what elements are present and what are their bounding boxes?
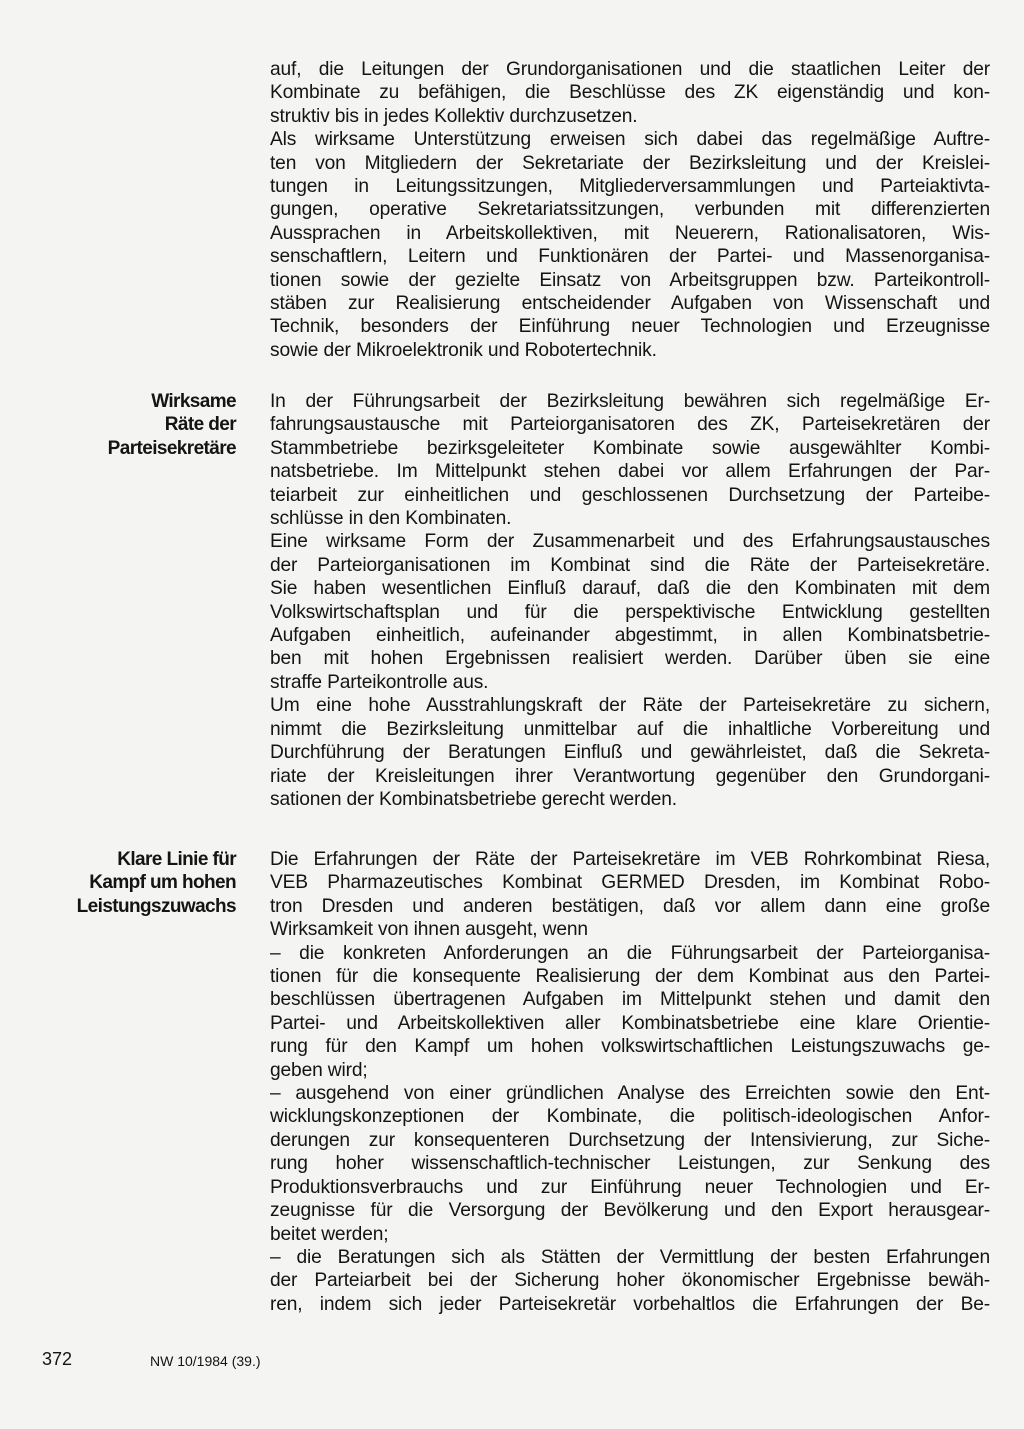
text-line: Kombinate zu befähigen, die Beschlüsse des ZK eigenständig und kon-: [270, 82, 990, 104]
text-line: nimmt die Bezirksleitung unmittelbar auf die inhaltliche Vorbereitung und: [270, 718, 990, 740]
text-line: der Parteiorganisationen im Kombinat sind die Räte der Parteisekretäre.: [270, 554, 990, 576]
text-line: Produktionsverbrauchs und zur Einführung neuer Technologien und Er-: [270, 1176, 990, 1198]
text-line: VEB Pharmazeutisches Kombinat GERMED Dresden, im Kombinat Robo-: [270, 872, 990, 894]
heading-line: Parteisekretäre: [107, 437, 236, 459]
text-line: stäben zur Realisierung entscheidender Aufgaben von Wissenschaft und: [270, 293, 990, 315]
text-line: Durchführung der Beratungen Einfluß und gewährleistet, daß die Sekreta-: [270, 742, 990, 764]
text-line: auf, die Leitungen der Grundorganisationen und die staatlichen Leiter der: [270, 59, 990, 80]
margin-heading-2: [36, 848, 236, 918]
text-line: tionen sowie der gezielte Einsatz von Arbeitsgruppen bzw. Parteikontroll-: [270, 269, 990, 291]
text-line: zeugnisse für die Versorgung der Bevölkerung und den Export herausgear-: [270, 1200, 990, 1222]
text-line: gungen, operative Sekretariatssitzungen, verbunden mit differenzierten: [270, 199, 990, 221]
text-line: – die konkreten Anforderungen an die Führungsarbeit der Parteiorganisa-: [270, 942, 990, 964]
text-line: derungen zur konsequenteren Durchsetzung der Intensivierung, zur Siche-: [270, 1129, 990, 1151]
margin-heading-1: [36, 390, 236, 460]
text-line: Die Erfahrungen der Räte der Parteisekretäre im VEB Rohrkombinat Riesa,: [270, 849, 990, 870]
text-line: – ausgehend von einer gründlichen Analyse des Erreichten sowie den Ent-: [270, 1083, 990, 1105]
text-line: ten von Mitgliedern der Sekretariate der Bezirksleitung und der Kreislei-: [270, 152, 990, 174]
text-line: straffe Parteikontrolle aus.: [270, 671, 489, 693]
text-line: struktiv bis in jedes Kollektiv durchzusetzen.: [270, 105, 638, 127]
text-line: ben mit hohen Ergebnissen realisiert werden. Darüber üben sie eine: [270, 648, 990, 670]
heading-line: Kampf um hohen: [89, 872, 236, 894]
text-line: tron Dresden und anderen bestätigen, daß vor allem dann eine große: [270, 895, 990, 917]
text-line: Als wirksame Unterstützung erweisen sich dabei das regelmäßige Auftre-: [270, 129, 990, 151]
text-line: riate der Kreisleitungen ihrer Verantwortung gegenüber den Grundorgani-: [270, 765, 990, 787]
text-line: Volkswirtschaftsplan und für die perspektivische Entwicklung gestellten: [270, 601, 990, 623]
page-number: 372: [42, 1349, 73, 1369]
heading-line: Räte der: [164, 414, 236, 436]
text-line: beitet werden;: [270, 1223, 389, 1245]
text-line: fahrungsaustausche mit Parteiorganisatoren des ZK, Parteisekretären der: [270, 414, 990, 436]
heading-line: Leistungszuwachs: [76, 895, 236, 917]
text-line: rung hoher wissenschaftlich-technischer Leistungen, zur Senkung des: [270, 1153, 990, 1175]
text-line: teiarbeit zur einheitlichen und geschlossenen Durchsetzung der Parteibe-: [270, 484, 990, 506]
text-line: In der Führungsarbeit der Bezirksleitung bewähren sich regelmäßige Er-: [270, 391, 990, 412]
text-line: Eine wirksame Form der Zusammenarbeit und des Erfahrungsaustausches: [270, 531, 990, 553]
text-line: rung für den Kampf um hohen volkswirtschaftlichen Leistungszuwachs ge-: [270, 1036, 990, 1058]
text-line: sationen der Kombinatsbetriebe gerecht werden.: [270, 788, 677, 810]
text-line: Stammbetriebe bezirksgeleiteter Kombinate sowie ausgewählter Kombi-: [270, 437, 990, 459]
text-line: der Parteiarbeit bei der Sicherung hoher ökonomischer Ergebnisse bewäh-: [270, 1270, 990, 1292]
text-line: tungen in Leitungssitzungen, Mitgliederversammlungen und Parteiaktivta-: [270, 176, 990, 198]
text-line: sowie der Mikroelektronik und Robotertechnik.: [270, 339, 657, 361]
text-line: ren, indem sich jeder Parteisekretär vorbehaltlos die Erfahrungen der Be-: [270, 1293, 990, 1315]
text-line: tionen für die konsequente Realisierung der dem Kombinat aus den Partei-: [270, 966, 990, 988]
text-line: Partei- und Arbeitskollektiven aller Kombinatsbetriebe eine klare Orientie-: [270, 1012, 990, 1034]
text-line: beschlüssen übertragenen Aufgaben im Mittelpunkt stehen und damit den: [270, 989, 990, 1011]
text-line: Aussprachen in Arbeitskollektiven, mit Neuerern, Rationalisatoren, Wis-: [270, 222, 990, 244]
text-line: schlüsse in den Kombinaten.: [270, 508, 512, 530]
text-line: natsbetriebe. Im Mittelpunkt stehen dabei vor allem Erfahrungen der Par-: [270, 461, 990, 483]
text-line: Technik, besonders der Einführung neuer Technologien und Erzeugnisse: [270, 316, 990, 338]
text-line: Sie haben wesentlichen Einfluß darauf, daß die den Kombinaten mit dem: [270, 578, 990, 600]
heading-line: Wirksame: [151, 391, 236, 412]
text-line: Wirksamkeit von ihnen ausgeht, wenn: [270, 919, 588, 941]
text-line: Um eine hohe Ausstrahlungskraft der Räte der Parteisekretäre zu sichern,: [270, 695, 990, 717]
source-reference: NW 10/1984 (39.): [150, 1353, 261, 1369]
text-line: Aufgaben einheitlich, aufeinander abgestimmt, in allen Kombinatsbetrie-: [270, 625, 990, 647]
text-line: senschaftlern, Leitern und Funktionären der Partei- und Massenorganisa-: [270, 246, 990, 268]
text-line: – die Beratungen sich als Stätten der Vermittlung der besten Erfahrungen: [270, 1246, 990, 1268]
body-text-intro: [270, 58, 990, 362]
text-line: geben wird;: [270, 1059, 368, 1081]
body-text-section-2: [270, 848, 990, 1316]
heading-line: Klare Linie für: [117, 849, 236, 870]
text-line: wicklungskonzeptionen der Kombinate, die politisch-ideologischen Anfor-: [270, 1106, 990, 1128]
body-text-section-1: [270, 390, 990, 811]
